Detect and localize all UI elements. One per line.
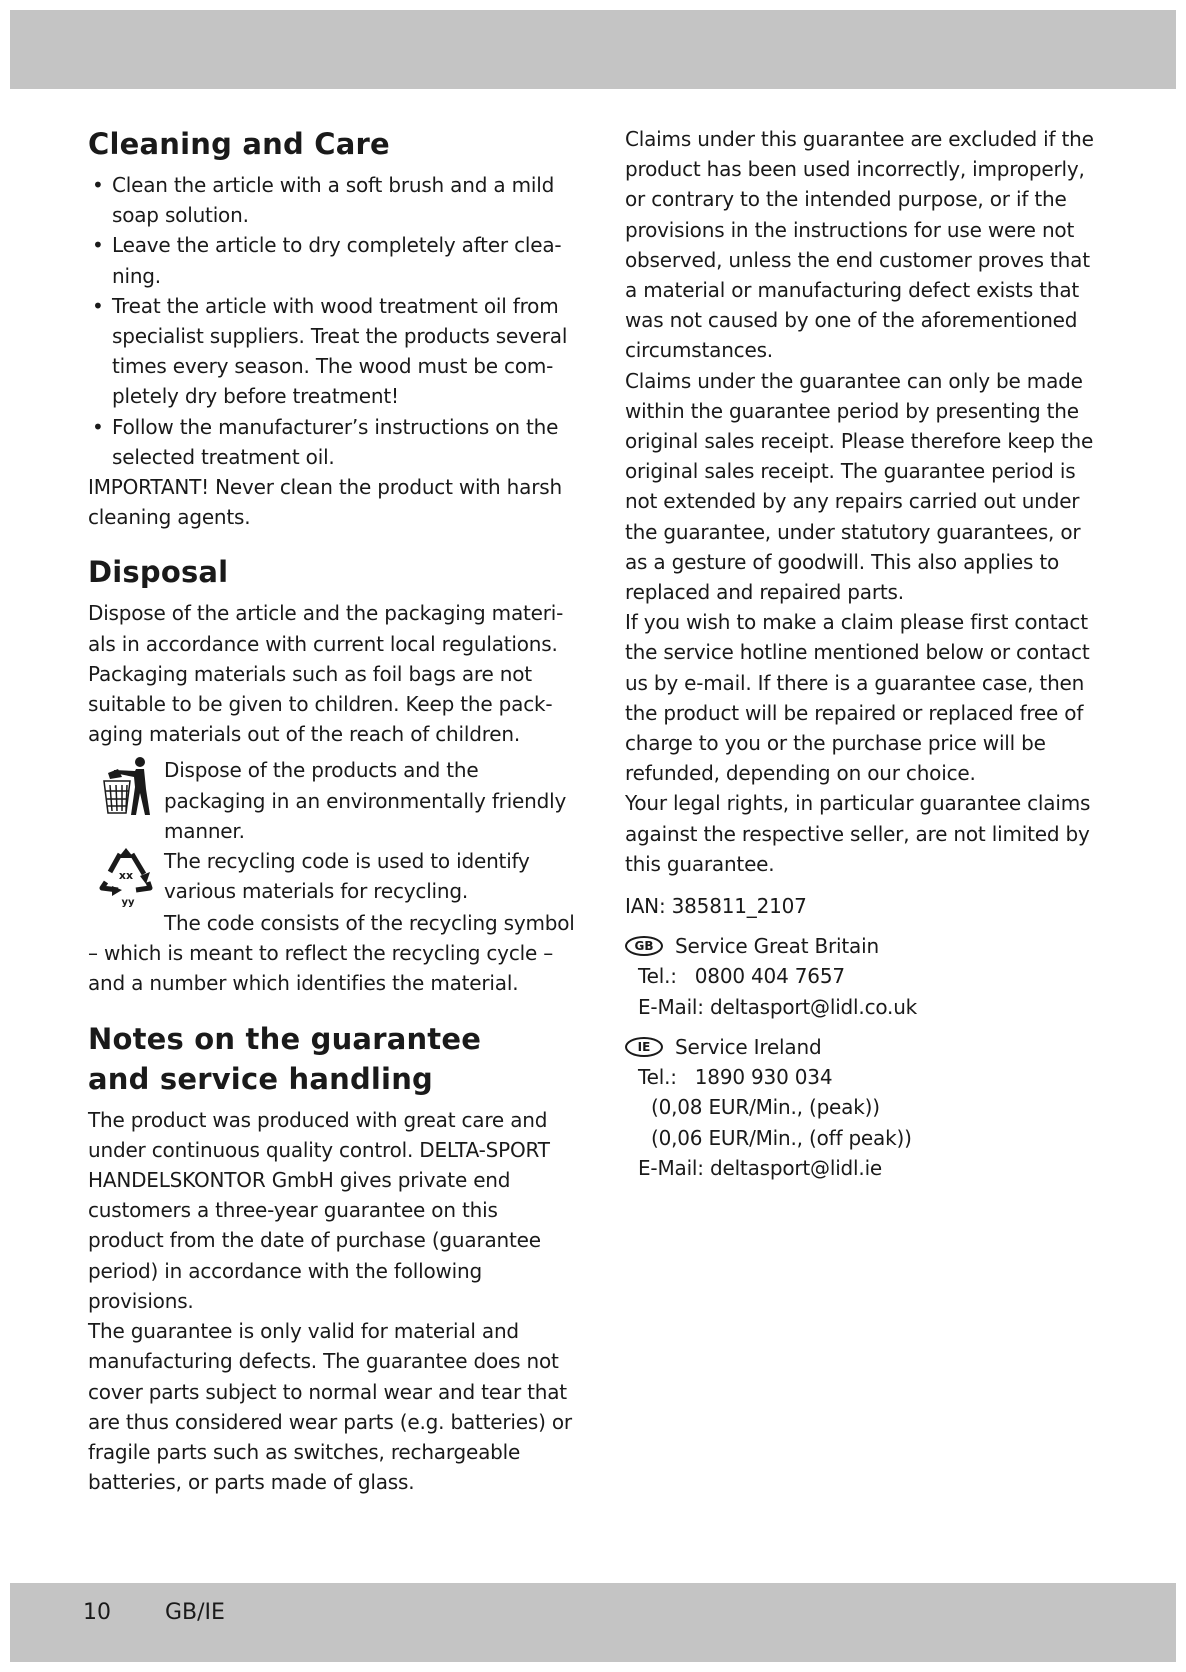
ie-rate-offpeak: (0,06 EUR/Min., (off peak)) [651, 1125, 912, 1150]
svg-text:yy: yy [121, 897, 135, 909]
cleaning-section [88, 124, 578, 532]
disposal-section [88, 552, 578, 998]
ie-country-badge-icon: IE [625, 1037, 663, 1057]
bin-row [88, 755, 578, 846]
service-gb-title: Service Great Britain [675, 934, 879, 959]
region-label: GB/IE [165, 1600, 225, 1625]
right-column [625, 124, 1095, 1183]
header-band [10, 10, 1176, 89]
left-column [88, 124, 578, 1517]
disposal-intro: Dispose of the article and the packaging materi-als in accordance with current local regulations. Packaging materials such as foil bags are not suitable to be given to children. Keep the pack-aging materials out of the reach of children. [88, 601, 564, 747]
ian-number: IAN: 385811_2107 [625, 894, 807, 919]
cleaning-list [88, 170, 578, 472]
ie-phone-number: 1890 930 034 [694, 1065, 833, 1090]
page-number: 10 [83, 1600, 111, 1625]
recycle-text-2: The code consists of the recycling symbol [164, 911, 575, 936]
service-ie-tel: Tel.: 1890 930 034 [625, 1062, 1095, 1092]
service-ie-heading [625, 1032, 1095, 1062]
legal-rights: Your legal rights, in particular guarantee claims against the respective seller, are not limited by this guarantee. [625, 791, 1091, 876]
cleaning-title: Cleaning and Care [88, 127, 390, 161]
recycling-triangle-icon [88, 846, 164, 908]
recycle-text-3: – which is meant to reflect the recycling cycle – and a number which identifies the material. [88, 941, 554, 996]
list-item: • Leave the article to dry completely after clea-ning. [88, 230, 578, 290]
gb-phone-number: 0800 404 7657 [694, 964, 845, 989]
bin-text: Dispose of the products and the packaging in an environmentally friendly manner. [164, 758, 567, 843]
service-gb-email: E-Mail: deltasport@lidl.co.uk [638, 994, 918, 1019]
svg-text:xx: xx [118, 869, 134, 883]
list-item: • Treat the article with wood treatment oil from specialist suppliers. Treat the products several times every season. The wood must be com-pletely dry before treatment! [88, 291, 578, 412]
guarantee-contact: If you wish to make a claim please first contact the service hotline mentioned below or contact us by e-mail. If there is a guarantee case, then the product will be repaired or replaced free of charge to you or the purchase price will be refunded, depending on our choice. [625, 610, 1090, 786]
gb-country-badge-icon: GB [625, 936, 663, 956]
guarantee-claims: Claims under the guarantee can only be made within the guarantee period by presenting the original sales receipt. Please therefore keep the original sales receipt. The guarantee period is not extended by any repairs carried out under the guarantee, under statutory guarantees, or as a gesture of goodwill. This also applies to replaced and repaired parts. [625, 368, 1094, 605]
guarantee-paragraph-2: The guarantee is only valid for material and manufacturing defects. The guarantee does not cover parts subject to normal wear and tear that are thus considered wear parts (e.g. batteries) or fragile parts such as switches, rechargeable batteries, or parts made of glass. [88, 1319, 572, 1495]
recycle-text: The recycling code is used to identify various materials for recycling. [164, 849, 530, 904]
important-note: IMPORTANT! Never clean the product with harsh cleaning agents. [88, 475, 562, 530]
guarantee-section [88, 1019, 578, 1498]
service-gb-heading [625, 931, 1095, 961]
service-gb-tel: Tel.: 0800 404 7657 [625, 961, 1095, 991]
service-ie-email: E-Mail: deltasport@lidl.ie [638, 1155, 883, 1180]
list-item: • Clean the article with a soft brush and a mild soap solution. [88, 170, 578, 230]
guarantee-exclusions: Claims under this guarantee are excluded if the product has been used incorrectly, improperly, or contrary to the intended purpose, or if the provisions in the instructions for use were not observed, unless the end customer proves that a material or manufacturing defect exists that was not caused by one of the aforementioned circumstances. [625, 127, 1094, 363]
guarantee-title: Notes on the guarantee and service handling [88, 1021, 482, 1096]
waste-bin-person-icon [88, 755, 164, 817]
guarantee-paragraph-1: The product was produced with great care and under continuous quality control. DELTA-SPORT HANDELSKONTOR GmbH gives private end customers a three-year guarantee on this product from the date of purchase (guarantee period) in accordance with the following provisions. [88, 1107, 550, 1313]
list-item: • Follow the manufacturer’s instructions on the selected treatment oil. [88, 412, 578, 472]
recycle-row [88, 846, 578, 908]
ie-rate-peak: (0,08 EUR/Min., (peak)) [651, 1095, 880, 1120]
service-ie-title: Service Ireland [675, 1034, 822, 1059]
disposal-title: Disposal [88, 555, 229, 590]
